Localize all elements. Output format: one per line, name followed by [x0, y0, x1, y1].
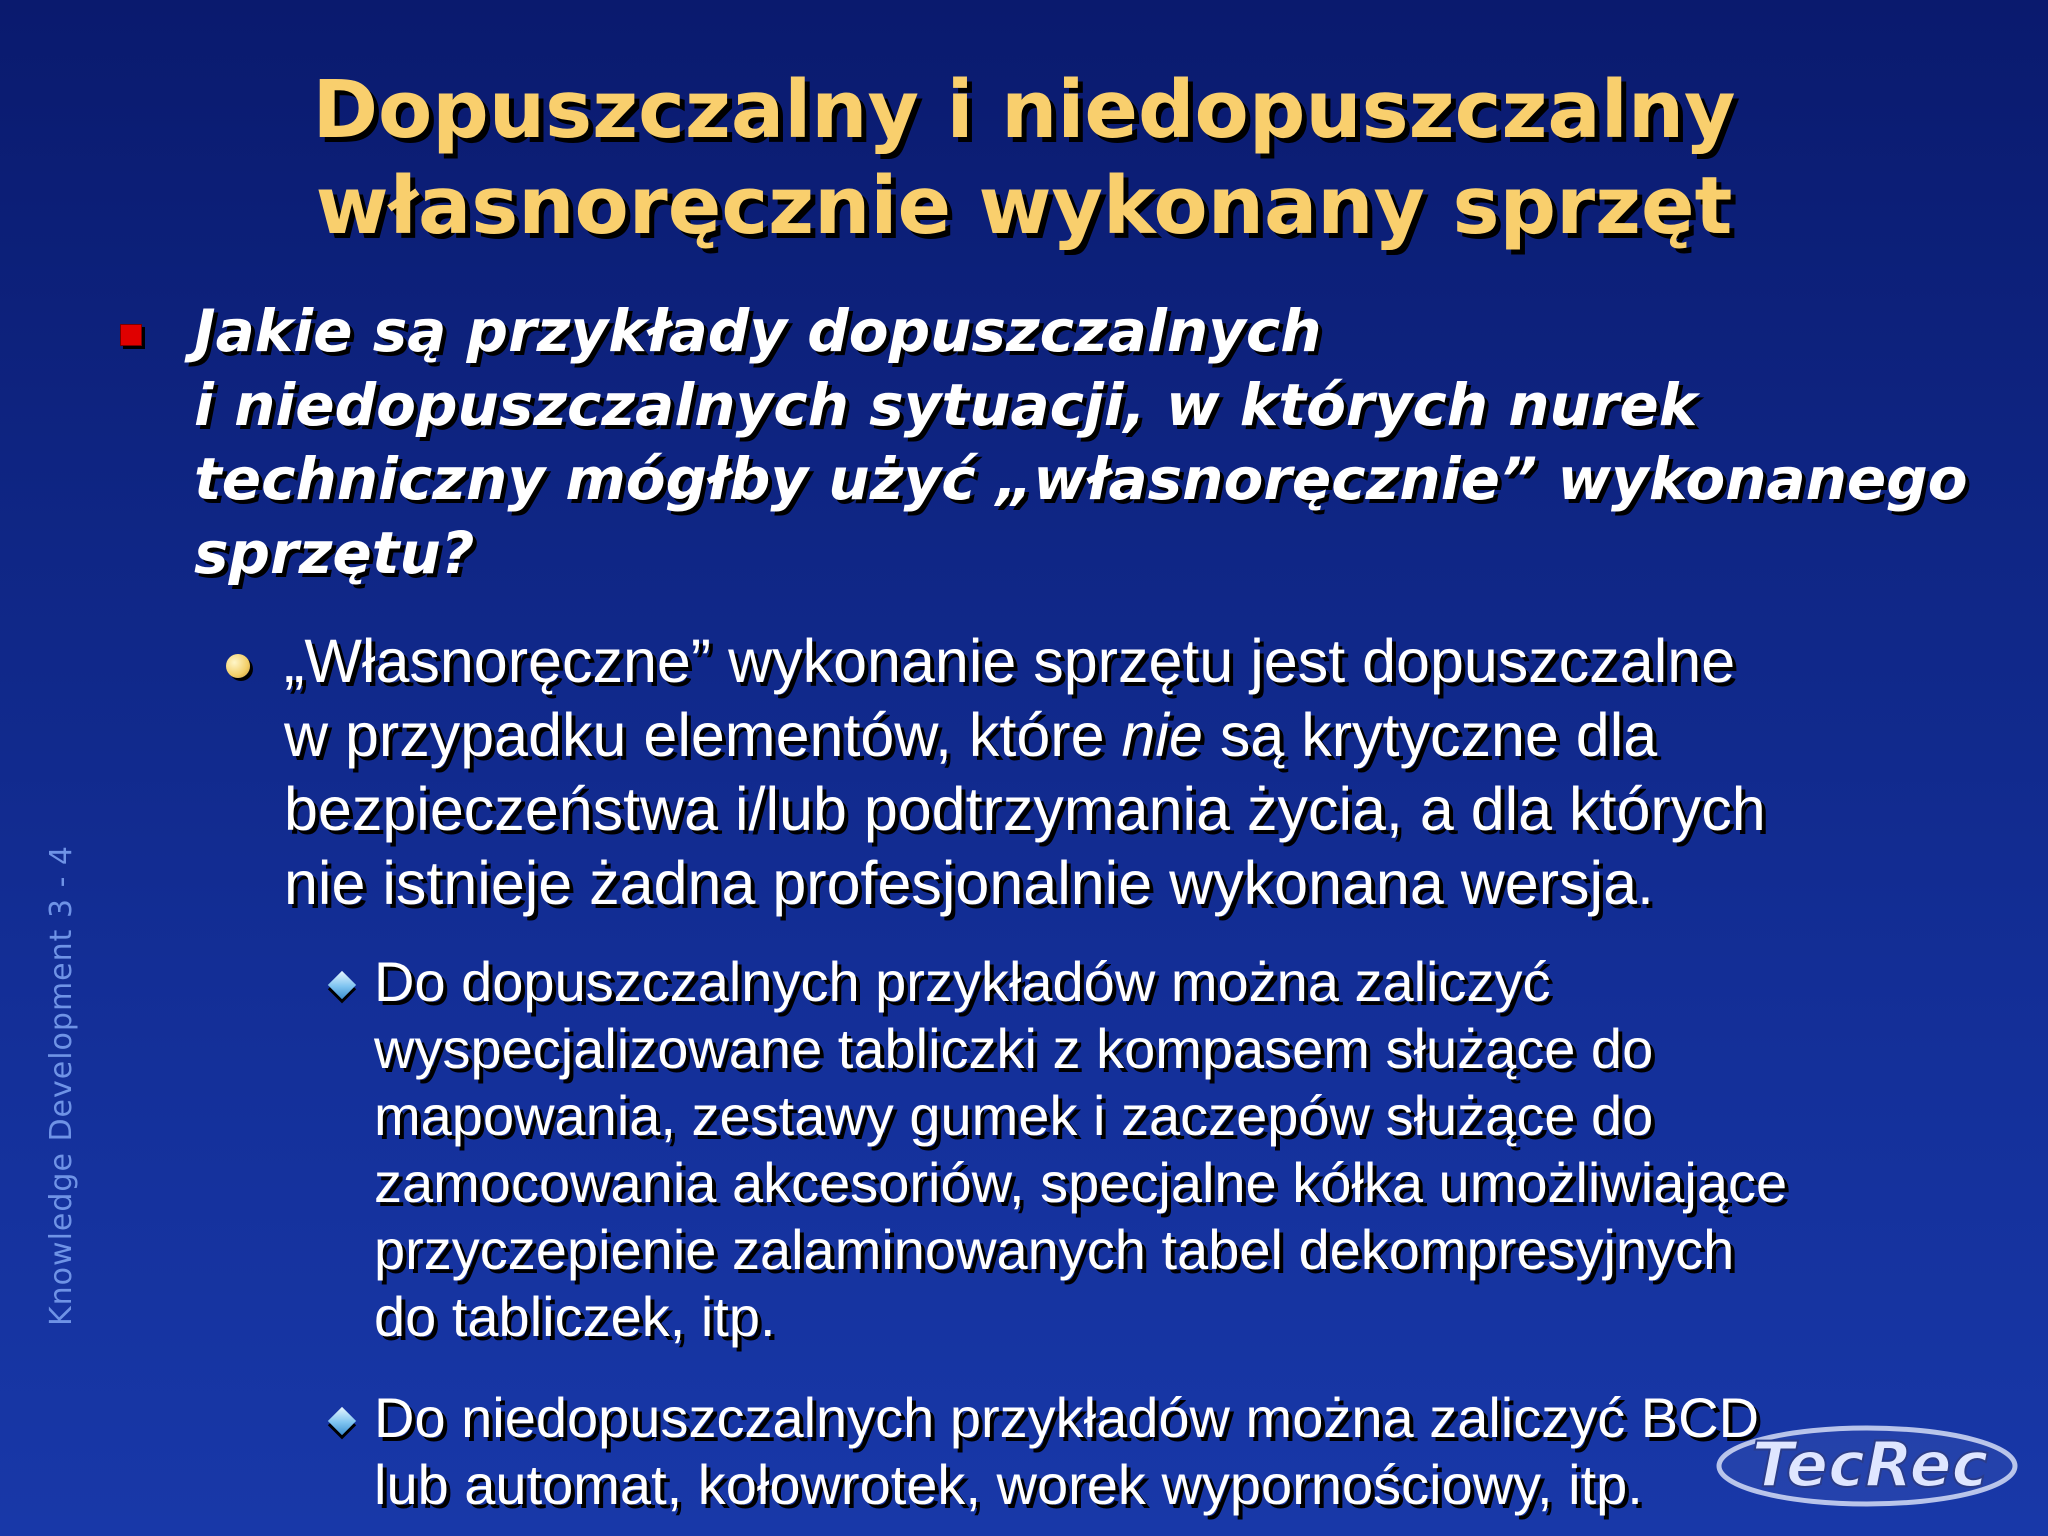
sub-point-line: mapowania, zestawy gumek i zaczepów służące do: [374, 1084, 1654, 1147]
sub-point-line: zamocowania akcesoriów, specjalne kółka umożliwiające: [374, 1151, 1788, 1214]
sub-point-line: przyczepienie zalaminowanych tabel dekompresyjnych: [374, 1218, 1735, 1281]
slide-title: [0, 62, 2048, 254]
answer-line-before: w przypadku elementów, które: [284, 701, 1122, 769]
sub-point-acceptable: [374, 948, 2034, 1350]
answer-line: „Własnoręczne” wykonanie sprzętu jest dopuszczalne: [284, 627, 1736, 695]
sub-point-line: Do niedopuszczalnych przykładów można zaliczyć BCD: [374, 1386, 1760, 1449]
sub-point-line: Do dopuszczalnych przykładów można zaliczyć: [374, 950, 1551, 1013]
logo-text: TecRec: [1751, 1428, 1989, 1501]
red-square-icon: [120, 324, 142, 346]
answer-emphasis: nie: [1121, 701, 1203, 769]
answer-text: [284, 624, 2024, 920]
sub-point-line: lub automat, kołowrotek, worek wypornościowy, itp.: [374, 1453, 1643, 1516]
answer-line: nie istnieje żadna profesjonalnie wykonana wersja.: [284, 849, 1654, 917]
title-line-1: Dopuszczalny i niedopuszczalny: [312, 64, 1736, 156]
blue-diamond-icon: [328, 971, 356, 999]
title-line-2: własnoręcznie wykonany sprzęt: [315, 160, 1733, 252]
gold-dot-icon: [226, 654, 250, 678]
question-line: Jakie są przykłady dopuszczalnych: [194, 297, 1322, 365]
answer-line: bezpieczeństwa i/lub podtrzymania życia, a dla których: [284, 775, 1766, 843]
sub-point-line: wyspecjalizowane tabliczki z kompasem służące do: [374, 1017, 1654, 1080]
tecrec-logo: [1702, 1408, 2022, 1520]
blue-diamond-icon: [328, 1407, 356, 1435]
answer-line: [284, 698, 2024, 772]
question-line: techniczny mógłby użyć „własnoręcznie” wykonanego: [194, 445, 1968, 513]
question-text: [194, 294, 2014, 590]
sub-point-line: do tabliczek, itp.: [374, 1285, 776, 1348]
side-label: Knowledge Development 3 - 4: [44, 844, 79, 1326]
answer-line-after: są krytyczne dla: [1202, 701, 1658, 769]
question-line: i niedopuszczalnych sytuacji, w których nurek: [194, 371, 1698, 439]
question-line: sprzętu?: [194, 519, 475, 587]
